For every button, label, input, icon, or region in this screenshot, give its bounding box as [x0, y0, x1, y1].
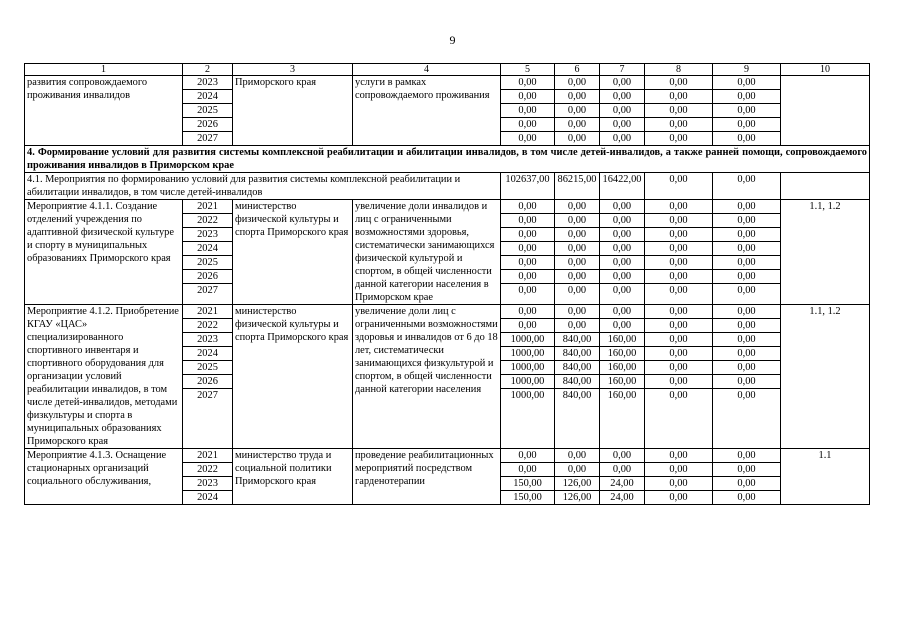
amount-value: 0,00	[713, 333, 780, 347]
col-header: 4	[353, 64, 501, 76]
amount-value: 150,00	[501, 477, 554, 491]
value-cell: 102637,00	[501, 173, 555, 200]
value-stack	[713, 305, 780, 402]
year-value: 2023	[183, 477, 232, 491]
table-row	[25, 449, 870, 505]
value-stack	[713, 200, 780, 297]
col-header: 8	[645, 64, 713, 76]
value-stack	[555, 449, 599, 504]
col-header: 5	[501, 64, 555, 76]
amount-value: 0,00	[555, 214, 599, 228]
amount-value: 0,00	[645, 361, 712, 375]
year-value: 2025	[183, 361, 232, 375]
amount-value: 0,00	[567, 133, 587, 144]
amount-value: 0,00	[645, 256, 712, 270]
year-value: 2023	[183, 333, 232, 347]
value-stack	[555, 76, 599, 145]
executor: министерство труда и социальной политики Приморского края	[233, 449, 353, 505]
amount-value: 0,00	[645, 90, 712, 104]
value-stack	[183, 76, 232, 145]
year-value: 2022	[183, 214, 232, 228]
table-row	[25, 305, 870, 449]
years-cell	[183, 200, 233, 305]
value-stack	[555, 305, 599, 402]
amount-value: 0,00	[600, 319, 644, 333]
value-cell: 86215,00	[555, 173, 600, 200]
amount-value: 0,00	[645, 449, 712, 463]
value-cell: 16422,00	[600, 173, 645, 200]
amount-value: 0,00	[713, 228, 780, 242]
year-value: 2026	[183, 375, 232, 389]
value-cell	[645, 200, 713, 305]
amount-value: 0,00	[737, 285, 756, 296]
amount-value: 0,00	[645, 76, 712, 90]
amount-value: 0,00	[555, 270, 599, 284]
indicator: проведение реабилитационных мероприятий посредством гарденотерапии	[353, 449, 501, 505]
amount-value: 0,00	[501, 449, 554, 463]
amount-value: 0,00	[567, 285, 587, 296]
amount-value: 0,00	[713, 76, 780, 90]
amount-value: 0,00	[713, 200, 780, 214]
amount-value: 0,00	[600, 90, 644, 104]
amount-value: 0,00	[501, 242, 554, 256]
amount-value: 0,00	[612, 285, 632, 296]
year-value: 2021	[183, 200, 232, 214]
indicator: услуги в рамках сопровождаемого проживания	[353, 76, 501, 146]
executor: министерство физической культуры и спорта Приморского края	[233, 305, 353, 449]
value-stack	[600, 200, 644, 297]
amount-value: 0,00	[713, 477, 780, 491]
amount-value: 126,00	[555, 477, 599, 491]
amount-value: 0,00	[713, 214, 780, 228]
value-stack	[645, 449, 712, 504]
amount-value: 0,00	[600, 305, 644, 319]
year-value: 2027	[197, 133, 218, 144]
value-cell	[600, 76, 645, 146]
amount-value: 0,00	[713, 104, 780, 118]
amount-value: 0,00	[501, 104, 554, 118]
measure-name: Мероприятие 4.1.3. Оснащение стационарных организаций социального обслуживания,	[25, 449, 183, 505]
value-cell	[713, 76, 781, 146]
amount-value: 1000,00	[501, 333, 554, 347]
amount-value: 0,00	[555, 319, 599, 333]
amount-value: 0,00	[518, 285, 537, 296]
year-value: 2027	[197, 285, 218, 296]
amount-value: 0,00	[713, 270, 780, 284]
amount-value: 0,00	[713, 347, 780, 361]
amount-value: 160,00	[600, 333, 644, 347]
amount-value: 1000,00	[501, 347, 554, 361]
value-stack	[183, 200, 232, 297]
amount-value: 0,00	[669, 390, 688, 401]
year-value: 2022	[183, 463, 232, 477]
amount-value: 0,00	[669, 133, 688, 144]
section-title: 4. Формирование условий для развития системы комплексной реабилитации и абилитации инвалидов, в том числе детей-инвалидов, а также ранней помощи, сопровождаемого проживания инвалидов в Приморском крае	[25, 146, 870, 173]
amount-value: 0,00	[600, 270, 644, 284]
value-cell: 0,00	[645, 173, 713, 200]
table-row	[25, 76, 870, 146]
amount-value: 160,00	[600, 361, 644, 375]
year-value: 2024	[183, 242, 232, 256]
year-value: 2025	[183, 104, 232, 118]
amount-value: 0,00	[713, 375, 780, 389]
value-stack	[713, 76, 780, 145]
amount-value: 0,00	[501, 228, 554, 242]
col-header: 3	[233, 64, 353, 76]
value-cell	[501, 305, 555, 449]
amount-value: 1000,00	[510, 390, 545, 401]
amount-value: 840,00	[555, 333, 599, 347]
year-value: 2024	[197, 492, 218, 503]
amount-value: 840,00	[555, 361, 599, 375]
amount-value: 0,00	[612, 133, 632, 144]
value-stack	[555, 200, 599, 297]
value-cell	[713, 305, 781, 449]
amount-value: 0,00	[555, 463, 599, 477]
value-cell	[555, 76, 600, 146]
years-cell	[183, 449, 233, 505]
amount-value: 0,00	[645, 333, 712, 347]
amount-value: 160,00	[600, 375, 644, 389]
amount-value: 0,00	[737, 133, 756, 144]
value-stack	[713, 449, 780, 504]
column-header-row	[25, 64, 870, 76]
value-cell	[555, 305, 600, 449]
amount-value: 0,00	[645, 347, 712, 361]
amount-value: 0,00	[555, 242, 599, 256]
value-cell	[600, 305, 645, 449]
amount-value: 24,00	[600, 477, 644, 491]
amount-value: 0,00	[645, 477, 712, 491]
years-cell	[183, 305, 233, 449]
page-number: 9	[449, 33, 456, 47]
amount-value: 1000,00	[501, 361, 554, 375]
amount-value: 0,00	[555, 90, 599, 104]
amount-value: 0,00	[600, 242, 644, 256]
value-stack	[645, 76, 712, 145]
year-value: 2026	[183, 118, 232, 132]
value-cell	[645, 449, 713, 505]
year-value: 2027	[197, 390, 218, 401]
value-cell	[645, 76, 713, 146]
value-stack	[183, 449, 232, 504]
amount-value: 840,00	[562, 390, 592, 401]
amount-value: 0,00	[501, 256, 554, 270]
amount-value: 840,00	[555, 375, 599, 389]
value-cell	[713, 449, 781, 505]
value-cell	[555, 449, 600, 505]
value-cell	[713, 200, 781, 305]
value-stack	[501, 200, 554, 297]
amount-value: 0,00	[645, 463, 712, 477]
amount-value: 0,00	[713, 319, 780, 333]
amount-value: 0,00	[713, 449, 780, 463]
indicator: увеличение доли лиц с ограниченными возможностями здоровья и инвалидов от 6 до 18 лет, систематически занимающихся физкультурой и спортом, в общей численности данной категории населения	[353, 305, 501, 449]
amount-value: 0,00	[600, 463, 644, 477]
amount-value: 0,00	[555, 305, 599, 319]
amount-value: 0,00	[737, 390, 756, 401]
measure-name: развития сопровождаемого проживания инвалидов	[25, 76, 183, 146]
amount-value: 0,00	[501, 118, 554, 132]
measure-name: Мероприятие 4.1.2. Приобретение КГАУ «ЦАС» специализированного спортивного инвентаря и спортивного оборудования для организации условий реабилитации инвалидов, в том числе детей-инвалидов, методами физкультуры и спорта в муниципальных образованиях Приморского края	[25, 305, 183, 449]
amount-value: 150,00	[513, 492, 542, 503]
value-stack	[600, 305, 644, 402]
amount-value: 0,00	[501, 270, 554, 284]
amount-value: 0,00	[737, 492, 756, 503]
amount-value: 0,00	[518, 133, 537, 144]
col-header: 9	[713, 64, 781, 76]
amount-value: 0,00	[501, 214, 554, 228]
section-row	[25, 146, 870, 173]
amount-value: 0,00	[713, 256, 780, 270]
col-header: 2	[183, 64, 233, 76]
value-stack	[501, 305, 554, 402]
measure-name: Мероприятие 4.1.1. Создание отделений учреждения по адаптивной физической культуре и спорту в муниципальных образованиях Приморского края	[25, 200, 183, 305]
year-value: 2021	[183, 449, 232, 463]
executor: министерство физической культуры и спорта Приморского края	[233, 200, 353, 305]
amount-value: 0,00	[600, 118, 644, 132]
empty-cell	[781, 173, 870, 200]
amount-value: 0,00	[713, 118, 780, 132]
target-indicator-ref: 1.1	[781, 449, 870, 505]
col-header: 6	[555, 64, 600, 76]
amount-value: 0,00	[713, 463, 780, 477]
amount-value: 0,00	[669, 492, 688, 503]
amount-value: 0,00	[501, 305, 554, 319]
value-stack	[501, 449, 554, 504]
value-cell	[501, 449, 555, 505]
year-value: 2022	[183, 319, 232, 333]
amount-value: 0,00	[713, 361, 780, 375]
amount-value: 0,00	[555, 104, 599, 118]
indicator: увеличение доли инвалидов и лиц с ограниченными возможностями здоровья, систематически занимающихся физической культурой и спортом, в общей численности данной категории населения в Приморском крае	[353, 200, 501, 305]
amount-value: 0,00	[645, 118, 712, 132]
subsection-title: 4.1. Мероприятия по формированию условий для развития системы комплексной реабилитации и абилитации инвалидов, в том числе детей-инвалидов	[25, 173, 501, 200]
year-value: 2025	[183, 256, 232, 270]
value-stack	[501, 76, 554, 145]
year-value: 2026	[183, 270, 232, 284]
amount-value: 0,00	[600, 256, 644, 270]
col-header: 10	[781, 64, 870, 76]
year-value: 2023	[183, 228, 232, 242]
amount-value: 0,00	[645, 375, 712, 389]
year-value: 2024	[183, 347, 232, 361]
amount-value: 24,00	[610, 492, 634, 503]
target-indicator-ref: 1.1, 1.2	[781, 200, 870, 305]
amount-value: 0,00	[645, 270, 712, 284]
value-cell	[501, 76, 555, 146]
target-indicator-ref	[781, 76, 870, 146]
amount-value: 0,00	[555, 228, 599, 242]
amount-value: 0,00	[645, 305, 712, 319]
amount-value: 0,00	[713, 90, 780, 104]
amount-value: 0,00	[600, 200, 644, 214]
value-cell	[645, 305, 713, 449]
amount-value: 0,00	[645, 319, 712, 333]
amount-value: 0,00	[645, 104, 712, 118]
amount-value: 0,00	[555, 76, 599, 90]
value-cell: 0,00	[713, 173, 781, 200]
program-table	[24, 63, 870, 505]
amount-value: 0,00	[645, 214, 712, 228]
amount-value: 1000,00	[501, 375, 554, 389]
amount-value: 0,00	[555, 449, 599, 463]
amount-value: 160,00	[600, 347, 644, 361]
value-cell	[501, 200, 555, 305]
amount-value: 0,00	[555, 200, 599, 214]
value-stack	[645, 200, 712, 297]
amount-value: 0,00	[600, 228, 644, 242]
years-cell	[183, 76, 233, 146]
amount-value: 0,00	[713, 305, 780, 319]
amount-value: 0,00	[501, 76, 554, 90]
amount-value: 0,00	[645, 242, 712, 256]
amount-value: 0,00	[555, 118, 599, 132]
amount-value: 0,00	[501, 90, 554, 104]
amount-value: 0,00	[501, 200, 554, 214]
value-stack	[183, 305, 232, 402]
amount-value: 0,00	[669, 285, 688, 296]
amount-value: 0,00	[600, 104, 644, 118]
year-value: 2024	[183, 90, 232, 104]
amount-value: 0,00	[713, 242, 780, 256]
col-header: 7	[600, 64, 645, 76]
subsection-row	[25, 173, 870, 200]
value-cell	[555, 200, 600, 305]
col-header: 1	[25, 64, 183, 76]
amount-value: 0,00	[600, 449, 644, 463]
value-cell	[600, 449, 645, 505]
amount-value: 0,00	[645, 228, 712, 242]
amount-value: 160,00	[607, 390, 637, 401]
value-stack	[600, 449, 644, 504]
amount-value: 0,00	[600, 76, 644, 90]
value-cell	[600, 200, 645, 305]
amount-value: 840,00	[555, 347, 599, 361]
year-value: 2021	[183, 305, 232, 319]
amount-value: 0,00	[600, 214, 644, 228]
table-row	[25, 200, 870, 305]
amount-value: 126,00	[562, 492, 592, 503]
amount-value: 0,00	[501, 463, 554, 477]
target-indicator-ref: 1.1, 1.2	[781, 305, 870, 449]
amount-value: 0,00	[645, 200, 712, 214]
year-value: 2023	[183, 76, 232, 90]
value-stack	[645, 305, 712, 402]
amount-value: 0,00	[501, 319, 554, 333]
amount-value: 0,00	[555, 256, 599, 270]
executor: Приморского края	[233, 76, 353, 146]
value-stack	[600, 76, 644, 145]
